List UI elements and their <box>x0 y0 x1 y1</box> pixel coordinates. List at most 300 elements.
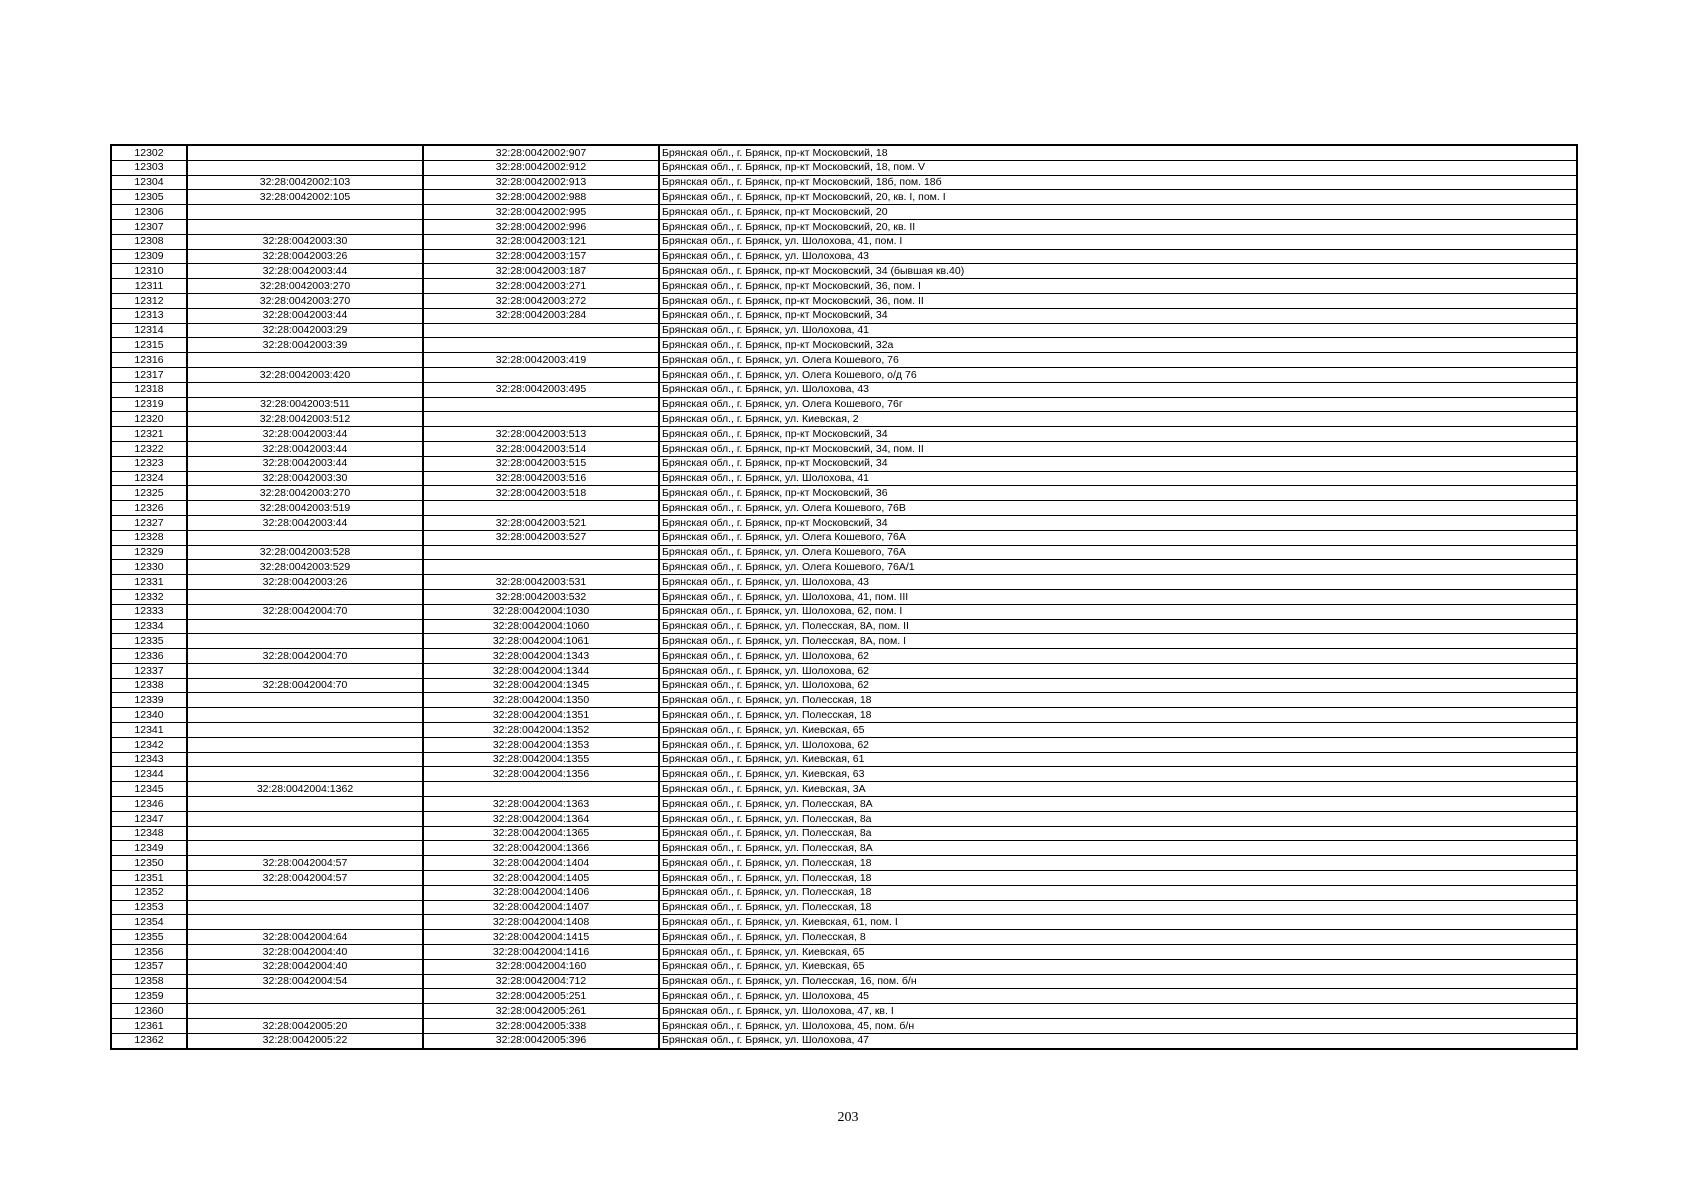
prior-cadastral-number-cell: 32:28:0042004:1362 <box>187 782 423 797</box>
address-cell: Брянская обл., г. Брянск, пр-кт Московский, 34 <box>659 427 1577 442</box>
table-row <box>111 264 1577 279</box>
address-cell: Брянская обл., г. Брянск, ул. Олега Кошевого, 76 <box>659 353 1577 368</box>
cadastral-number-cell: 32:28:0042002:995 <box>423 205 659 220</box>
row-number-cell: 12345 <box>111 782 187 797</box>
cadastral-number-cell: 32:28:0042002:912 <box>423 160 659 175</box>
cadastral-number-cell: 32:28:0042003:271 <box>423 279 659 294</box>
cadastral-number-cell: 32:28:0042004:1365 <box>423 826 659 841</box>
address-cell: Брянская обл., г. Брянск, ул. Шолохова, 43 <box>659 575 1577 590</box>
cadastral-number-cell: 32:28:0042004:1343 <box>423 649 659 664</box>
cadastral-number-cell: 32:28:0042003:419 <box>423 353 659 368</box>
table-row <box>111 382 1577 397</box>
prior-cadastral-number-cell <box>187 530 423 545</box>
address-cell: Брянская обл., г. Брянск, ул. Шолохова, 62 <box>659 663 1577 678</box>
prior-cadastral-number-cell <box>187 752 423 767</box>
cadastral-number-cell: 32:28:0042002:913 <box>423 175 659 190</box>
cadastral-number-cell: 32:28:0042003:187 <box>423 264 659 279</box>
prior-cadastral-number-cell <box>187 885 423 900</box>
table-row <box>111 441 1577 456</box>
cadastral-number-cell: 32:28:0042004:1344 <box>423 663 659 678</box>
row-number-cell: 12334 <box>111 619 187 634</box>
address-cell: Брянская обл., г. Брянск, пр-кт Московский, 34 (бывшая кв.40) <box>659 264 1577 279</box>
table-row <box>111 397 1577 412</box>
prior-cadastral-number-cell <box>187 205 423 220</box>
row-number-cell: 12326 <box>111 501 187 516</box>
table-row <box>111 619 1577 634</box>
cadastral-number-cell: 32:28:0042003:272 <box>423 293 659 308</box>
row-number-cell: 12306 <box>111 205 187 220</box>
cadastral-number-cell: 32:28:0042004:1352 <box>423 723 659 738</box>
table-row <box>111 471 1577 486</box>
address-cell: Брянская обл., г. Брянск, пр-кт Московский, 36, пом. II <box>659 293 1577 308</box>
address-cell: Брянская обл., г. Брянск, ул. Полесская, 8А, пом. II <box>659 619 1577 634</box>
row-number-cell: 12352 <box>111 885 187 900</box>
row-number-cell: 12308 <box>111 234 187 249</box>
prior-cadastral-number-cell <box>187 663 423 678</box>
prior-cadastral-number-cell: 32:28:0042003:29 <box>187 323 423 338</box>
prior-cadastral-number-cell <box>187 737 423 752</box>
address-cell: Брянская обл., г. Брянск, пр-кт Московский, 34 <box>659 515 1577 530</box>
cadastral-number-cell <box>423 367 659 382</box>
cadastral-number-cell: 32:28:0042004:1351 <box>423 708 659 723</box>
table-row <box>111 308 1577 323</box>
address-cell: Брянская обл., г. Брянск, ул. Шолохова, 45 <box>659 989 1577 1004</box>
cadastral-number-cell: 32:28:0042005:396 <box>423 1033 659 1048</box>
address-cell: Брянская обл., г. Брянск, пр-кт Московский, 18б, пом. 18б <box>659 175 1577 190</box>
row-number-cell: 12358 <box>111 974 187 989</box>
cadastral-number-cell: 32:28:0042003:284 <box>423 308 659 323</box>
row-number-cell: 12332 <box>111 589 187 604</box>
address-cell: Брянская обл., г. Брянск, ул. Киевская, 65 <box>659 959 1577 974</box>
cadastral-number-cell: 32:28:0042004:1345 <box>423 678 659 693</box>
address-cell: Брянская обл., г. Брянск, ул. Олега Кошевого, 76А/1 <box>659 560 1577 575</box>
address-cell: Брянская обл., г. Брянск, ул. Полесская, 18 <box>659 708 1577 723</box>
prior-cadastral-number-cell: 32:28:0042003:270 <box>187 293 423 308</box>
address-cell: Брянская обл., г. Брянск, ул. Полесская, 18 <box>659 900 1577 915</box>
address-cell: Брянская обл., г. Брянск, ул. Полесская, 18 <box>659 885 1577 900</box>
table-row <box>111 190 1577 205</box>
address-cell: Брянская обл., г. Брянск, ул. Олега Кошевого, 76г <box>659 397 1577 412</box>
cadastral-number-cell: 32:28:0042003:515 <box>423 456 659 471</box>
address-cell: Брянская обл., г. Брянск, ул. Полесская, 8а <box>659 811 1577 826</box>
table-row <box>111 782 1577 797</box>
table-row <box>111 589 1577 604</box>
address-cell: Брянская обл., г. Брянск, ул. Полесская, 8А, пом. I <box>659 634 1577 649</box>
table-row <box>111 205 1577 220</box>
prior-cadastral-number-cell: 32:28:0042005:20 <box>187 1019 423 1034</box>
cadastral-number-cell: 32:28:0042004:1353 <box>423 737 659 752</box>
cadastral-number-cell: 32:28:0042004:1355 <box>423 752 659 767</box>
row-number-cell: 12318 <box>111 382 187 397</box>
prior-cadastral-number-cell: 32:28:0042004:70 <box>187 678 423 693</box>
prior-cadastral-number-cell <box>187 767 423 782</box>
row-number-cell: 12304 <box>111 175 187 190</box>
table-row <box>111 338 1577 353</box>
row-number-cell: 12313 <box>111 308 187 323</box>
row-number-cell: 12307 <box>111 219 187 234</box>
row-number-cell: 12321 <box>111 427 187 442</box>
row-number-cell: 12309 <box>111 249 187 264</box>
row-number-cell: 12329 <box>111 545 187 560</box>
address-cell: Брянская обл., г. Брянск, ул. Полесская, 8А <box>659 797 1577 812</box>
prior-cadastral-number-cell: 32:28:0042003:44 <box>187 264 423 279</box>
row-number-cell: 12328 <box>111 530 187 545</box>
cadastral-number-cell: 32:28:0042004:1366 <box>423 841 659 856</box>
cadastral-number-cell: 32:28:0042004:1350 <box>423 693 659 708</box>
cadastral-number-cell <box>423 782 659 797</box>
row-number-cell: 12303 <box>111 160 187 175</box>
table-row <box>111 634 1577 649</box>
row-number-cell: 12336 <box>111 649 187 664</box>
address-cell: Брянская обл., г. Брянск, ул. Олега Кошевого, 76В <box>659 501 1577 516</box>
prior-cadastral-number-cell: 32:28:0042003:44 <box>187 427 423 442</box>
row-number-cell: 12316 <box>111 353 187 368</box>
cadastral-number-cell: 32:28:0042003:121 <box>423 234 659 249</box>
cadastral-number-cell: 32:28:0042004:160 <box>423 959 659 974</box>
address-cell: Брянская обл., г. Брянск, ул. Шолохова, 45, пом. б/н <box>659 1019 1577 1034</box>
row-number-cell: 12346 <box>111 797 187 812</box>
register-table-body <box>111 145 1577 1049</box>
row-number-cell: 12354 <box>111 915 187 930</box>
cadastral-number-cell: 32:28:0042003:514 <box>423 441 659 456</box>
prior-cadastral-number-cell: 32:28:0042005:22 <box>187 1033 423 1048</box>
address-cell: Брянская обл., г. Брянск, ул. Олега Кошевого, 76А <box>659 530 1577 545</box>
cadastral-number-cell: 32:28:0042004:1408 <box>423 915 659 930</box>
address-cell: Брянская обл., г. Брянск, ул. Полесская, 8 <box>659 930 1577 945</box>
address-cell: Брянская обл., г. Брянск, пр-кт Московский, 20, кв. II <box>659 219 1577 234</box>
table-row <box>111 885 1577 900</box>
cadastral-number-cell: 32:28:0042004:712 <box>423 974 659 989</box>
prior-cadastral-number-cell <box>187 989 423 1004</box>
address-cell: Брянская обл., г. Брянск, пр-кт Московский, 18 <box>659 145 1577 160</box>
prior-cadastral-number-cell <box>187 145 423 160</box>
row-number-cell: 12361 <box>111 1019 187 1034</box>
cadastral-number-cell <box>423 412 659 427</box>
prior-cadastral-number-cell <box>187 353 423 368</box>
cadastral-number-cell: 32:28:0042002:988 <box>423 190 659 205</box>
table-row <box>111 293 1577 308</box>
cadastral-number-cell: 32:28:0042004:1364 <box>423 811 659 826</box>
page-number: 203 <box>837 1110 859 1125</box>
prior-cadastral-number-cell: 32:28:0042003:270 <box>187 486 423 501</box>
cadastral-number-cell: 32:28:0042002:907 <box>423 145 659 160</box>
prior-cadastral-number-cell: 32:28:0042003:30 <box>187 471 423 486</box>
table-row <box>111 367 1577 382</box>
prior-cadastral-number-cell: 32:28:0042003:528 <box>187 545 423 560</box>
cadastral-number-cell: 32:28:0042004:1405 <box>423 871 659 886</box>
prior-cadastral-number-cell: 32:28:0042003:44 <box>187 308 423 323</box>
cadastral-register-table <box>110 144 1578 1050</box>
row-number-cell: 12335 <box>111 634 187 649</box>
prior-cadastral-number-cell: 32:28:0042003:529 <box>187 560 423 575</box>
prior-cadastral-number-cell: 32:28:0042004:57 <box>187 871 423 886</box>
table-row <box>111 752 1577 767</box>
address-cell: Брянская обл., г. Брянск, ул. Шолохова, 41 <box>659 471 1577 486</box>
row-number-cell: 12356 <box>111 945 187 960</box>
table-row <box>111 545 1577 560</box>
row-number-cell: 12339 <box>111 693 187 708</box>
address-cell: Брянская обл., г. Брянск, пр-кт Московский, 34, пом. II <box>659 441 1577 456</box>
table-row <box>111 219 1577 234</box>
table-row <box>111 737 1577 752</box>
cadastral-number-cell: 32:28:0042005:338 <box>423 1019 659 1034</box>
cadastral-number-cell: 32:28:0042004:1415 <box>423 930 659 945</box>
cadastral-number-cell: 32:28:0042003:531 <box>423 575 659 590</box>
prior-cadastral-number-cell <box>187 160 423 175</box>
row-number-cell: 12327 <box>111 515 187 530</box>
cadastral-number-cell <box>423 397 659 412</box>
row-number-cell: 12347 <box>111 811 187 826</box>
prior-cadastral-number-cell: 32:28:0042004:54 <box>187 974 423 989</box>
address-cell: Брянская обл., г. Брянск, ул. Шолохова, 41, пом. I <box>659 234 1577 249</box>
prior-cadastral-number-cell: 32:28:0042003:39 <box>187 338 423 353</box>
prior-cadastral-number-cell <box>187 219 423 234</box>
cadastral-number-cell: 32:28:0042003:516 <box>423 471 659 486</box>
row-number-cell: 12310 <box>111 264 187 279</box>
address-cell: Брянская обл., г. Брянск, пр-кт Московский, 34 <box>659 308 1577 323</box>
row-number-cell: 12353 <box>111 900 187 915</box>
prior-cadastral-number-cell <box>187 619 423 634</box>
prior-cadastral-number-cell <box>187 915 423 930</box>
cadastral-number-cell: 32:28:0042004:1363 <box>423 797 659 812</box>
table-row <box>111 678 1577 693</box>
row-number-cell: 12315 <box>111 338 187 353</box>
address-cell: Брянская обл., г. Брянск, ул. Шолохова, 43 <box>659 382 1577 397</box>
prior-cadastral-number-cell <box>187 900 423 915</box>
cadastral-number-cell: 32:28:0042003:157 <box>423 249 659 264</box>
address-cell: Брянская обл., г. Брянск, пр-кт Московский, 34 <box>659 456 1577 471</box>
prior-cadastral-number-cell <box>187 382 423 397</box>
table-row <box>111 693 1577 708</box>
row-number-cell: 12305 <box>111 190 187 205</box>
table-row <box>111 915 1577 930</box>
table-row <box>111 1019 1577 1034</box>
row-number-cell: 12322 <box>111 441 187 456</box>
table-row <box>111 412 1577 427</box>
row-number-cell: 12320 <box>111 412 187 427</box>
row-number-cell: 12340 <box>111 708 187 723</box>
prior-cadastral-number-cell <box>187 708 423 723</box>
cadastral-number-cell: 32:28:0042004:1416 <box>423 945 659 960</box>
address-cell: Брянская обл., г. Брянск, ул. Шолохова, 62 <box>659 737 1577 752</box>
cadastral-number-cell: 32:28:0042005:261 <box>423 1004 659 1019</box>
cadastral-number-cell <box>423 501 659 516</box>
prior-cadastral-number-cell <box>187 723 423 738</box>
address-cell: Брянская обл., г. Брянск, ул. Шолохова, 47, кв. I <box>659 1004 1577 1019</box>
row-number-cell: 12341 <box>111 723 187 738</box>
row-number-cell: 12317 <box>111 367 187 382</box>
prior-cadastral-number-cell <box>187 589 423 604</box>
prior-cadastral-number-cell: 32:28:0042004:64 <box>187 930 423 945</box>
row-number-cell: 12312 <box>111 293 187 308</box>
address-cell: Брянская обл., г. Брянск, ул. Киевская, 63 <box>659 767 1577 782</box>
table-row <box>111 871 1577 886</box>
address-cell: Брянская обл., г. Брянск, ул. Киевская, 61, пом. I <box>659 915 1577 930</box>
table-row <box>111 427 1577 442</box>
table-row <box>111 1033 1577 1048</box>
table-row <box>111 797 1577 812</box>
prior-cadastral-number-cell: 32:28:0042003:26 <box>187 249 423 264</box>
address-cell: Брянская обл., г. Брянск, ул. Полесская, 8А <box>659 841 1577 856</box>
row-number-cell: 12324 <box>111 471 187 486</box>
address-cell: Брянская обл., г. Брянск, ул. Шолохова, 43 <box>659 249 1577 264</box>
cadastral-number-cell: 32:28:0042004:1061 <box>423 634 659 649</box>
table-row <box>111 841 1577 856</box>
cadastral-number-cell: 32:28:0042004:1407 <box>423 900 659 915</box>
cadastral-number-cell: 32:28:0042004:1356 <box>423 767 659 782</box>
prior-cadastral-number-cell: 32:28:0042003:44 <box>187 456 423 471</box>
prior-cadastral-number-cell: 32:28:0042002:105 <box>187 190 423 205</box>
row-number-cell: 12351 <box>111 871 187 886</box>
table-row <box>111 856 1577 871</box>
table-row <box>111 160 1577 175</box>
cadastral-number-cell: 32:28:0042003:518 <box>423 486 659 501</box>
row-number-cell: 12337 <box>111 663 187 678</box>
prior-cadastral-number-cell <box>187 1004 423 1019</box>
cadastral-number-cell: 32:28:0042004:1060 <box>423 619 659 634</box>
prior-cadastral-number-cell: 32:28:0042002:103 <box>187 175 423 190</box>
table-row <box>111 604 1577 619</box>
prior-cadastral-number-cell: 32:28:0042003:512 <box>187 412 423 427</box>
prior-cadastral-number-cell: 32:28:0042003:44 <box>187 515 423 530</box>
row-number-cell: 12319 <box>111 397 187 412</box>
table-row <box>111 279 1577 294</box>
prior-cadastral-number-cell: 32:28:0042003:519 <box>187 501 423 516</box>
row-number-cell: 12357 <box>111 959 187 974</box>
address-cell: Брянская обл., г. Брянск, ул. Шолохова, 41, пом. III <box>659 589 1577 604</box>
row-number-cell: 12323 <box>111 456 187 471</box>
address-cell: Брянская обл., г. Брянск, ул. Полесская, 18 <box>659 856 1577 871</box>
address-cell: Брянская обл., г. Брянск, ул. Полесская, 8а <box>659 826 1577 841</box>
table-row <box>111 900 1577 915</box>
cadastral-number-cell <box>423 323 659 338</box>
row-number-cell: 12302 <box>111 145 187 160</box>
address-cell: Брянская обл., г. Брянск, пр-кт Московский, 32а <box>659 338 1577 353</box>
table-row <box>111 945 1577 960</box>
table-row <box>111 501 1577 516</box>
address-cell: Брянская обл., г. Брянск, ул. Киевская, 65 <box>659 723 1577 738</box>
address-cell: Брянская обл., г. Брянск, пр-кт Московский, 18, пом. V <box>659 160 1577 175</box>
prior-cadastral-number-cell: 32:28:0042003:26 <box>187 575 423 590</box>
prior-cadastral-number-cell: 32:28:0042004:40 <box>187 959 423 974</box>
prior-cadastral-number-cell <box>187 841 423 856</box>
address-cell: Брянская обл., г. Брянск, ул. Полесская, 18 <box>659 871 1577 886</box>
row-number-cell: 12349 <box>111 841 187 856</box>
prior-cadastral-number-cell: 32:28:0042003:511 <box>187 397 423 412</box>
table-row <box>111 708 1577 723</box>
cadastral-number-cell: 32:28:0042005:251 <box>423 989 659 1004</box>
cadastral-number-cell: 32:28:0042004:1406 <box>423 885 659 900</box>
row-number-cell: 12348 <box>111 826 187 841</box>
address-cell: Брянская обл., г. Брянск, пр-кт Московский, 36 <box>659 486 1577 501</box>
row-number-cell: 12314 <box>111 323 187 338</box>
prior-cadastral-number-cell: 32:28:0042004:70 <box>187 604 423 619</box>
table-row <box>111 560 1577 575</box>
table-row <box>111 234 1577 249</box>
address-cell: Брянская обл., г. Брянск, ул. Шолохова, 62, пом. I <box>659 604 1577 619</box>
row-number-cell: 12311 <box>111 279 187 294</box>
table-row <box>111 530 1577 545</box>
prior-cadastral-number-cell: 32:28:0042003:44 <box>187 441 423 456</box>
cadastral-number-cell: 32:28:0042002:996 <box>423 219 659 234</box>
row-number-cell: 12338 <box>111 678 187 693</box>
address-cell: Брянская обл., г. Брянск, пр-кт Московский, 20 <box>659 205 1577 220</box>
address-cell: Брянская обл., г. Брянск, ул. Шолохова, 47 <box>659 1033 1577 1048</box>
prior-cadastral-number-cell: 32:28:0042003:30 <box>187 234 423 249</box>
table-row <box>111 723 1577 738</box>
row-number-cell: 12344 <box>111 767 187 782</box>
cadastral-number-cell: 32:28:0042004:1030 <box>423 604 659 619</box>
cadastral-number-cell: 32:28:0042003:521 <box>423 515 659 530</box>
row-number-cell: 12333 <box>111 604 187 619</box>
address-cell: Брянская обл., г. Брянск, ул. Шолохова, 41 <box>659 323 1577 338</box>
table-row <box>111 663 1577 678</box>
address-cell: Брянская обл., г. Брянск, ул. Шолохова, 62 <box>659 678 1577 693</box>
table-row <box>111 930 1577 945</box>
table-row <box>111 575 1577 590</box>
row-number-cell: 12330 <box>111 560 187 575</box>
table-row <box>111 486 1577 501</box>
address-cell: Брянская обл., г. Брянск, ул. Полесская, 18 <box>659 693 1577 708</box>
address-cell: Брянская обл., г. Брянск, ул. Киевская, 65 <box>659 945 1577 960</box>
prior-cadastral-number-cell: 32:28:0042004:40 <box>187 945 423 960</box>
cadastral-number-cell: 32:28:0042003:532 <box>423 589 659 604</box>
address-cell: Брянская обл., г. Брянск, пр-кт Московский, 36, пом. I <box>659 279 1577 294</box>
row-number-cell: 12362 <box>111 1033 187 1048</box>
prior-cadastral-number-cell <box>187 811 423 826</box>
table-row <box>111 959 1577 974</box>
table-row <box>111 974 1577 989</box>
address-cell: Брянская обл., г. Брянск, ул. Киевская, 61 <box>659 752 1577 767</box>
row-number-cell: 12360 <box>111 1004 187 1019</box>
table-row <box>111 811 1577 826</box>
cadastral-number-cell: 32:28:0042003:527 <box>423 530 659 545</box>
table-row <box>111 767 1577 782</box>
table-row <box>111 649 1577 664</box>
table-row <box>111 145 1577 160</box>
prior-cadastral-number-cell <box>187 797 423 812</box>
table-row <box>111 353 1577 368</box>
cadastral-number-cell <box>423 338 659 353</box>
address-cell: Брянская обл., г. Брянск, ул. Полесская, 16, пом. б/н <box>659 974 1577 989</box>
table-row <box>111 249 1577 264</box>
row-number-cell: 12350 <box>111 856 187 871</box>
address-cell: Брянская обл., г. Брянск, ул. Шолохова, 62 <box>659 649 1577 664</box>
prior-cadastral-number-cell <box>187 634 423 649</box>
table-row <box>111 515 1577 530</box>
row-number-cell: 12325 <box>111 486 187 501</box>
prior-cadastral-number-cell: 32:28:0042004:57 <box>187 856 423 871</box>
prior-cadastral-number-cell: 32:28:0042004:70 <box>187 649 423 664</box>
row-number-cell: 12343 <box>111 752 187 767</box>
prior-cadastral-number-cell: 32:28:0042003:420 <box>187 367 423 382</box>
address-cell: Брянская обл., г. Брянск, пр-кт Московский, 20, кв. I, пом. I <box>659 190 1577 205</box>
cadastral-number-cell <box>423 545 659 560</box>
row-number-cell: 12355 <box>111 930 187 945</box>
address-cell: Брянская обл., г. Брянск, ул. Олега Кошевого, 76А <box>659 545 1577 560</box>
cadastral-number-cell: 32:28:0042004:1404 <box>423 856 659 871</box>
row-number-cell: 12359 <box>111 989 187 1004</box>
table-row <box>111 175 1577 190</box>
address-cell: Брянская обл., г. Брянск, ул. Киевская, 2 <box>659 412 1577 427</box>
cadastral-number-cell: 32:28:0042003:495 <box>423 382 659 397</box>
prior-cadastral-number-cell <box>187 826 423 841</box>
cadastral-number-cell: 32:28:0042003:513 <box>423 427 659 442</box>
prior-cadastral-number-cell <box>187 693 423 708</box>
address-cell: Брянская обл., г. Брянск, ул. Киевская, 3А <box>659 782 1577 797</box>
table-row <box>111 989 1577 1004</box>
prior-cadastral-number-cell: 32:28:0042003:270 <box>187 279 423 294</box>
